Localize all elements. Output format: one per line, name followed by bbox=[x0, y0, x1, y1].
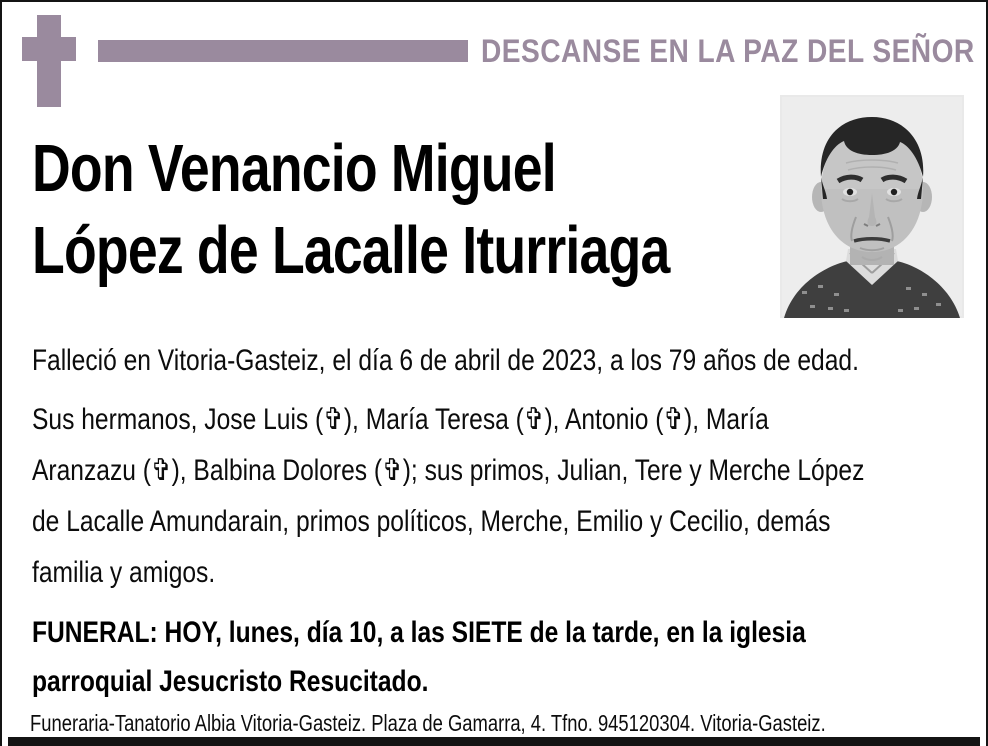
funeral-line: FUNERAL: HOY, lunes, día 10, a las SIETE de la tarde, en la iglesia bbox=[32, 616, 806, 649]
family-line: familia y amigos. bbox=[32, 556, 216, 589]
deceased-name-line-2: López de Lacalle Iturriaga bbox=[32, 213, 670, 288]
death-notice-paragraph bbox=[32, 336, 986, 386]
bottom-rule bbox=[8, 737, 980, 746]
deceased-name-line-1: Don Venancio Miguel bbox=[32, 131, 556, 206]
family-line: de Lacalle Amundarain, primos políticos, Merche, Emilio y Cecilio, demás bbox=[32, 505, 831, 538]
family-line: Aranzazu (✞), Balbina Dolores (✞); sus primos, Julian, Tere y Merche López bbox=[32, 454, 865, 487]
family-paragraph bbox=[32, 394, 986, 598]
header-motto: DESCANSE EN LA PAZ DEL SEÑOR bbox=[481, 33, 975, 69]
deceased-photo bbox=[780, 95, 964, 318]
latin-cross-icon bbox=[22, 15, 76, 107]
death-notice-line: Falleció en Vitoria-Gasteiz, el día 6 de abril de 2023, a los 79 años de edad. bbox=[32, 344, 859, 377]
funeral-line: parroquial Jesucristo Resucitado. bbox=[32, 665, 429, 698]
funeral-announcement bbox=[32, 608, 986, 706]
funeral-home-info: Funeraria-Tanatorio Albia Vitoria-Gasteiz. Plaza de Gamarra, 4. Tfno. 945120304. Vitoria-Gasteiz. bbox=[30, 710, 826, 736]
family-line: Sus hermanos, Jose Luis (✞), María Teresa (✞), Antonio (✞), María bbox=[32, 403, 769, 436]
header-rule bbox=[98, 40, 468, 62]
